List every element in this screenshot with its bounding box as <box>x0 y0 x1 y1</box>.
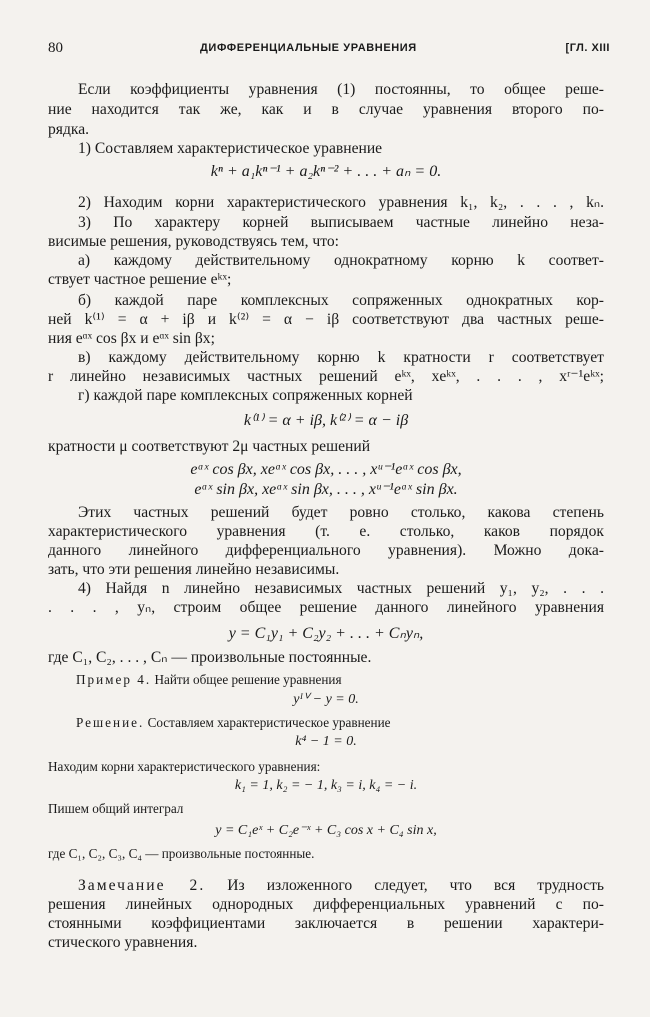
text-line: ствует частное решение eᵏˣ; <box>48 271 232 288</box>
text-line: стического уравнения. <box>48 934 198 951</box>
text-line: висимые решения, руководствуясь тем, что: <box>48 233 340 250</box>
text-line: а) каждому действительному однократному корню k соответ- <box>78 252 604 269</box>
text-line: r линейно независимых частных решений eᵏˣ, xeᵏˣ, . . . , xʳ⁻¹eᵏˣ; <box>48 368 604 385</box>
text-line: б) каждой паре комплексных сопряженных однократных кор- <box>78 292 604 309</box>
running-title: ДИФФЕРЕНЦИАЛЬНЫЕ УРАВНЕНИЯ <box>200 42 417 54</box>
solution-text: Составляем характеристическое уравнение <box>147 715 391 730</box>
chapter-marker: [ГЛ. XIII <box>565 42 610 54</box>
solution-heading <box>76 714 391 732</box>
example-char-equation: k⁴ − 1 = 0. <box>295 734 357 749</box>
example-heading <box>76 671 342 689</box>
text-line: 2) Находим корни характеристического уравнения k₁, k₂, . . . , kₙ. <box>78 194 604 211</box>
text-line: ней k⁽¹⁾ = α + iβ и k⁽²⁾ = α − iβ соответствуют два частных реше- <box>48 311 604 328</box>
text-line: Этих частных решений будет ровно столько, какова степень <box>78 504 604 521</box>
text-line: 3) По характеру корней выписываем частные линейно неза- <box>78 214 604 231</box>
text-line: 1) Составляем характеристическое уравнение <box>78 140 383 157</box>
remark-text: Из изложенного следует, что вся трудность <box>227 877 604 894</box>
text-line: ние находится так же, как и в случае уравнения второго по- <box>48 101 604 118</box>
solution-label: Решение. <box>76 715 145 730</box>
complex-roots-equation: k⁽¹⁾ = α + iβ, k⁽²⁾ = α − iβ <box>243 412 409 429</box>
text-line: г) каждой паре комплексных сопряженных корней <box>78 387 413 404</box>
general-integral: y = C₁eˣ + C₂e⁻ˣ + C₃ cos x + C₄ sin x, <box>215 823 437 838</box>
integral-text: Пишем общий интеграл <box>48 801 184 816</box>
example-label: Пример 4. <box>76 672 152 687</box>
remark-line <box>78 876 604 896</box>
text-line: где C₁, C₂, . . . , Cₙ — произвольные постоянные. <box>48 649 372 666</box>
solutions-cos-equation: eᵅˣ cos βx, xeᵅˣ cos βx, . . . , xᵘ⁻¹eᵅˣ cos βx, <box>190 461 462 478</box>
text-line: кратности μ соответствуют 2μ частных решений <box>48 438 371 455</box>
remark-label: Замечание 2. <box>78 877 206 894</box>
text-line: рядка. <box>48 121 90 138</box>
characteristic-equation: kⁿ + a₁kⁿ⁻¹ + a₂kⁿ⁻² + . . . + aₙ = 0. <box>210 163 442 180</box>
example-task: Найти общее решение уравнения <box>154 672 342 687</box>
general-solution-equation: y = C₁y₁ + C₂y₂ + . . . + Cₙyₙ, <box>228 625 424 642</box>
example-roots: k₁ = 1, k₂ = − 1, k₃ = i, k₄ = − i. <box>234 778 418 793</box>
text-line: характеристического уравнения (т. е. столько, каков порядок <box>48 523 604 540</box>
text-line: . . . , yₙ, строим общее решение данного линейного уравнения <box>48 599 604 616</box>
text-line: 4) Найдя n линейно независимых частных решений y₁, y₂, . . . <box>78 580 604 597</box>
running-header <box>48 40 610 60</box>
text-line: решения линейных однородных дифференциальных уравнений с по- <box>48 896 604 913</box>
page-number: 80 <box>48 40 63 56</box>
text-line: стоянными коэффициентами заключается в решении характери- <box>48 915 604 932</box>
constants-text: где C₁, C₂, C₃, C₄ — произвольные постоянные. <box>48 846 315 861</box>
text-line: зать, что эти решения линейно независимы. <box>48 561 340 578</box>
text-line: данного линейного дифференциального уравнения). Можно дока- <box>48 542 604 559</box>
text-line: в) каждому действительному корню k кратности r соответствует <box>78 349 604 366</box>
text-line: ния eᵅˣ cos βx и eᵅˣ sin βx; <box>48 330 215 347</box>
roots-text: Находим корни характеристического уравнения: <box>48 759 321 774</box>
solutions-sin-equation: eᵅˣ sin βx, xeᵅˣ sin βx, . . . , xᵘ⁻¹eᵅˣ sin βx. <box>194 481 458 498</box>
example-equation: yᴵⱽ − y = 0. <box>293 692 359 707</box>
text-line: Если коэффициенты уравнения (1) постоянны, то общее реше- <box>78 81 604 98</box>
